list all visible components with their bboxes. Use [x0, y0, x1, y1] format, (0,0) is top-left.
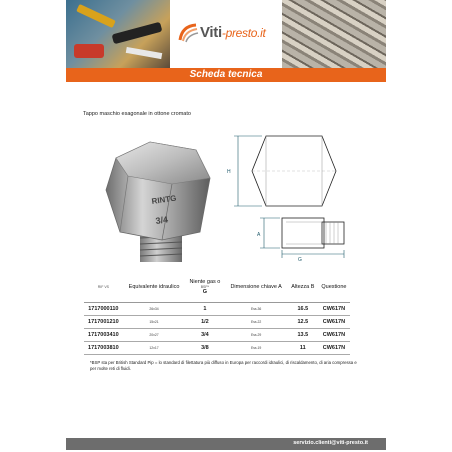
table-row: [84, 329, 350, 342]
product-title: Tappo maschio esagonale in ottone cromato: [83, 111, 191, 117]
brand-suffix: -presto.it: [221, 26, 266, 40]
screws-photo: [282, 0, 386, 68]
row-materiale: CW617N: [318, 316, 350, 329]
row-code: 1717000110: [84, 303, 123, 316]
row-code: 1717003410: [84, 329, 123, 342]
table-row: [84, 303, 350, 316]
row-chiave: Ess.19: [224, 342, 287, 355]
table-row: [84, 316, 350, 329]
banner-title-bar: [66, 68, 386, 82]
row-equiv: 20x27: [123, 329, 186, 342]
col-header-gas: Niente gas o BSP* G: [185, 272, 224, 303]
row-gas: 1: [185, 303, 224, 316]
header-banner: [66, 0, 386, 68]
row-gas: 3/4: [185, 329, 224, 342]
spec-table: [84, 272, 350, 355]
row-code: 1717001210: [84, 316, 123, 329]
col-header-chiave: Dimensione chiave A: [224, 272, 287, 303]
thread-label: G: [298, 257, 302, 262]
row-altezza: 12.5: [288, 316, 318, 329]
footer-email-link[interactable]: servizio.clienti@viti-presto.it: [293, 440, 368, 446]
col-header-equivalente: Equivalente idraulico: [123, 272, 186, 303]
brand-name: Viti: [200, 24, 222, 41]
tools-photo: [66, 0, 170, 68]
row-equiv: 26x34: [123, 303, 186, 316]
row-materiale: CW617N: [318, 342, 350, 355]
row-chiave: Ess.36: [224, 303, 287, 316]
row-altezza: 11: [288, 342, 318, 355]
row-altezza: 16.5: [288, 303, 318, 316]
width-label: A: [257, 232, 261, 238]
product-size-marking: 3/4: [154, 214, 169, 226]
row-materiale: CW617N: [318, 329, 350, 342]
banner-title: Scheda tecnica: [189, 69, 263, 80]
row-chiave: Ess.22: [224, 316, 287, 329]
footer-bar: [66, 438, 386, 450]
row-altezza: 13.5: [288, 329, 318, 342]
row-equiv: 12x17: [123, 342, 186, 355]
technical-drawing: [222, 130, 356, 262]
row-equiv: 15x21: [123, 316, 186, 329]
brand-logo[interactable]: [170, 0, 282, 68]
row-gas: 3/8: [185, 342, 224, 355]
height-label: H: [227, 169, 231, 175]
logo-swoosh-icon: [178, 22, 200, 44]
table-header-row: [84, 272, 350, 303]
row-materiale: CW617N: [318, 303, 350, 316]
col-header-questione: Questione: [318, 272, 350, 303]
row-chiave: Ess.29: [224, 329, 287, 342]
row-gas: 1/2: [185, 316, 224, 329]
product-brand-marking: RINTG: [151, 193, 177, 206]
bsp-footnote: *BSP sta per British Standard Pip = lo standard di filettatura più diffuso in Europa per raccordi idraulici, di riscaldamento, di aria compressa e per molte reti di fluidi.: [90, 360, 357, 371]
col-header-rif: RIF VS: [84, 272, 123, 303]
row-code: 1717003810: [84, 342, 123, 355]
table-row: [84, 342, 350, 355]
product-photo: [98, 140, 218, 266]
col-header-altezza: Altezza B: [288, 272, 318, 303]
